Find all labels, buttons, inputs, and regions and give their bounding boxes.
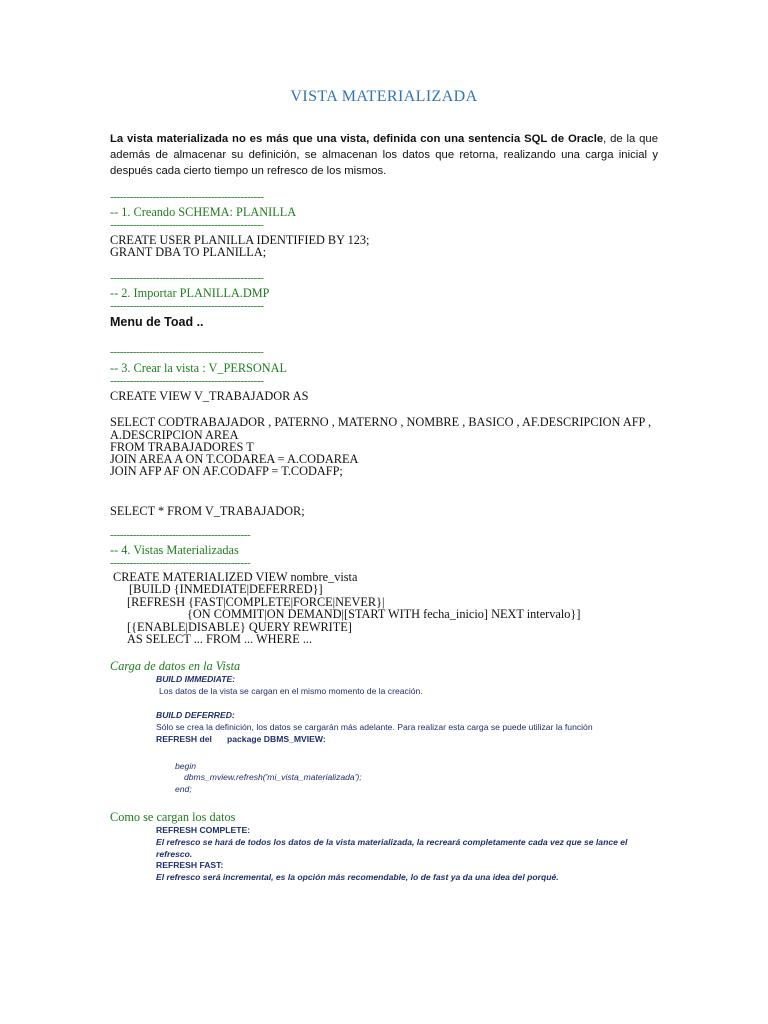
section3-heading: -- 3. Crear la vista : V_PERSONAL — [110, 361, 288, 375]
document-title: VISTA MATERIALIZADA — [290, 88, 478, 105]
refresh-fast-text: El refresco será incremental, es la opción más recomendable, lo de fast ya da una idea del porqué. — [156, 872, 559, 882]
refresh-complete-text: El refresco se hará de todos los datos de la vista materializada, la recreará completamente cada vez que se lance el — [156, 837, 628, 847]
separator-line: ----------------------------------------------- — [110, 219, 264, 231]
code-line: CREATE VIEW V_TRABAJADOR AS — [110, 389, 309, 403]
build-deferred-label: BUILD DEFERRED: — [156, 710, 235, 720]
code-line: {ON COMMIT|ON DEMAND|[START WITH fecha_inicio] NEXT intervalo}] — [187, 607, 581, 621]
separator-line: ----------------------------------------------- — [110, 346, 264, 358]
build-deferred-text: Sólo se crea la definición, los datos se cargarán más adelante. Para realizar esta carga se puede utilizar la función — [156, 722, 593, 732]
code-line: JOIN AREA A ON T.CODAREA = A.CODAREA — [110, 452, 359, 466]
separator-line: ------------------------------------------- — [110, 557, 251, 569]
code-line: JOIN AFP AF ON AF.CODAFP = T.CODAFP; — [110, 464, 343, 478]
separator-line: ----------------------------------------------- — [110, 272, 264, 284]
como-heading: Como se cargan los datos — [110, 810, 236, 824]
code-line: GRANT DBA TO PLANILLA; — [110, 245, 267, 259]
section4-heading: -- 4. Vistas Materializadas — [110, 543, 239, 557]
code-line: FROM TRABAJADORES T — [110, 440, 254, 454]
code-refresh-call: dbms_mview.refresh('mi_vista_materializada'); — [184, 772, 362, 782]
menu-de-toad-text: Menu de Toad .. — [110, 315, 204, 329]
code-line: CREATE MATERIALIZED VIEW nombre_vista — [113, 570, 358, 584]
code-line: CREATE USER PLANILLA IDENTIFIED BY 123; — [110, 233, 370, 247]
separator-line: ----------------------------------------------- — [110, 300, 264, 312]
code-line: SELECT * FROM V_TRABAJADOR; — [110, 504, 305, 518]
build-immediate-label: BUILD IMMEDIATE: — [156, 674, 236, 684]
code-line: SELECT CODTRABAJADOR , PATERNO , MATERNO , NOMBRE , BASICO , AF.DESCRIPCION AFP , — [110, 415, 652, 429]
carga-heading: Carga de datos en la Vista — [110, 659, 241, 673]
separator-line: ----------------------------------------------- — [110, 191, 264, 203]
code-line: [REFRESH {FAST|COMPLETE|FORCE|NEVER}| — [127, 595, 385, 609]
refresh-del-text: REFRESH del — [156, 734, 212, 744]
intro-bold-text: La vista materializada no es más que una vista, definida con una sentencia SQL de Oracle — [110, 133, 604, 145]
code-line: [BUILD {INMEDIATE|DEFERRED}] — [129, 582, 323, 596]
code-line: A.DESCRIPCION AREA — [110, 428, 239, 442]
code-line: AS SELECT ... FROM ... WHERE ... — [127, 632, 313, 646]
code-begin: begin — [175, 761, 197, 771]
section2-heading: -- 2. Importar PLANILLA.DMP — [110, 286, 270, 300]
refresh-fast-label: REFRESH FAST: — [156, 860, 224, 870]
code-line: [{ENABLE|DISABLE} QUERY REWRITE] — [127, 620, 352, 634]
build-immediate-text: Los datos de la vista se cargan en el mismo momento de la creación. — [159, 686, 423, 696]
refresh-complete-text-cont: refresco. — [156, 849, 193, 859]
code-end: end; — [175, 784, 192, 794]
section1-heading: -- 1. Creando SCHEMA: PLANILLA — [110, 205, 297, 219]
intro-paragraph — [110, 131, 658, 179]
package-text: package DBMS_MVIEW: — [227, 734, 326, 744]
refresh-complete-label: REFRESH COMPLETE: — [156, 825, 251, 835]
separator-line: ------------------------------------------- — [110, 529, 251, 541]
intro-text: , de la que además de almacenar su definición, se almacenan los datos que retorna, realizando una carga inicial y después cada cierto tiempo un refresco de los mismos. — [110, 133, 658, 177]
separator-line: ----------------------------------------------- — [110, 375, 264, 387]
